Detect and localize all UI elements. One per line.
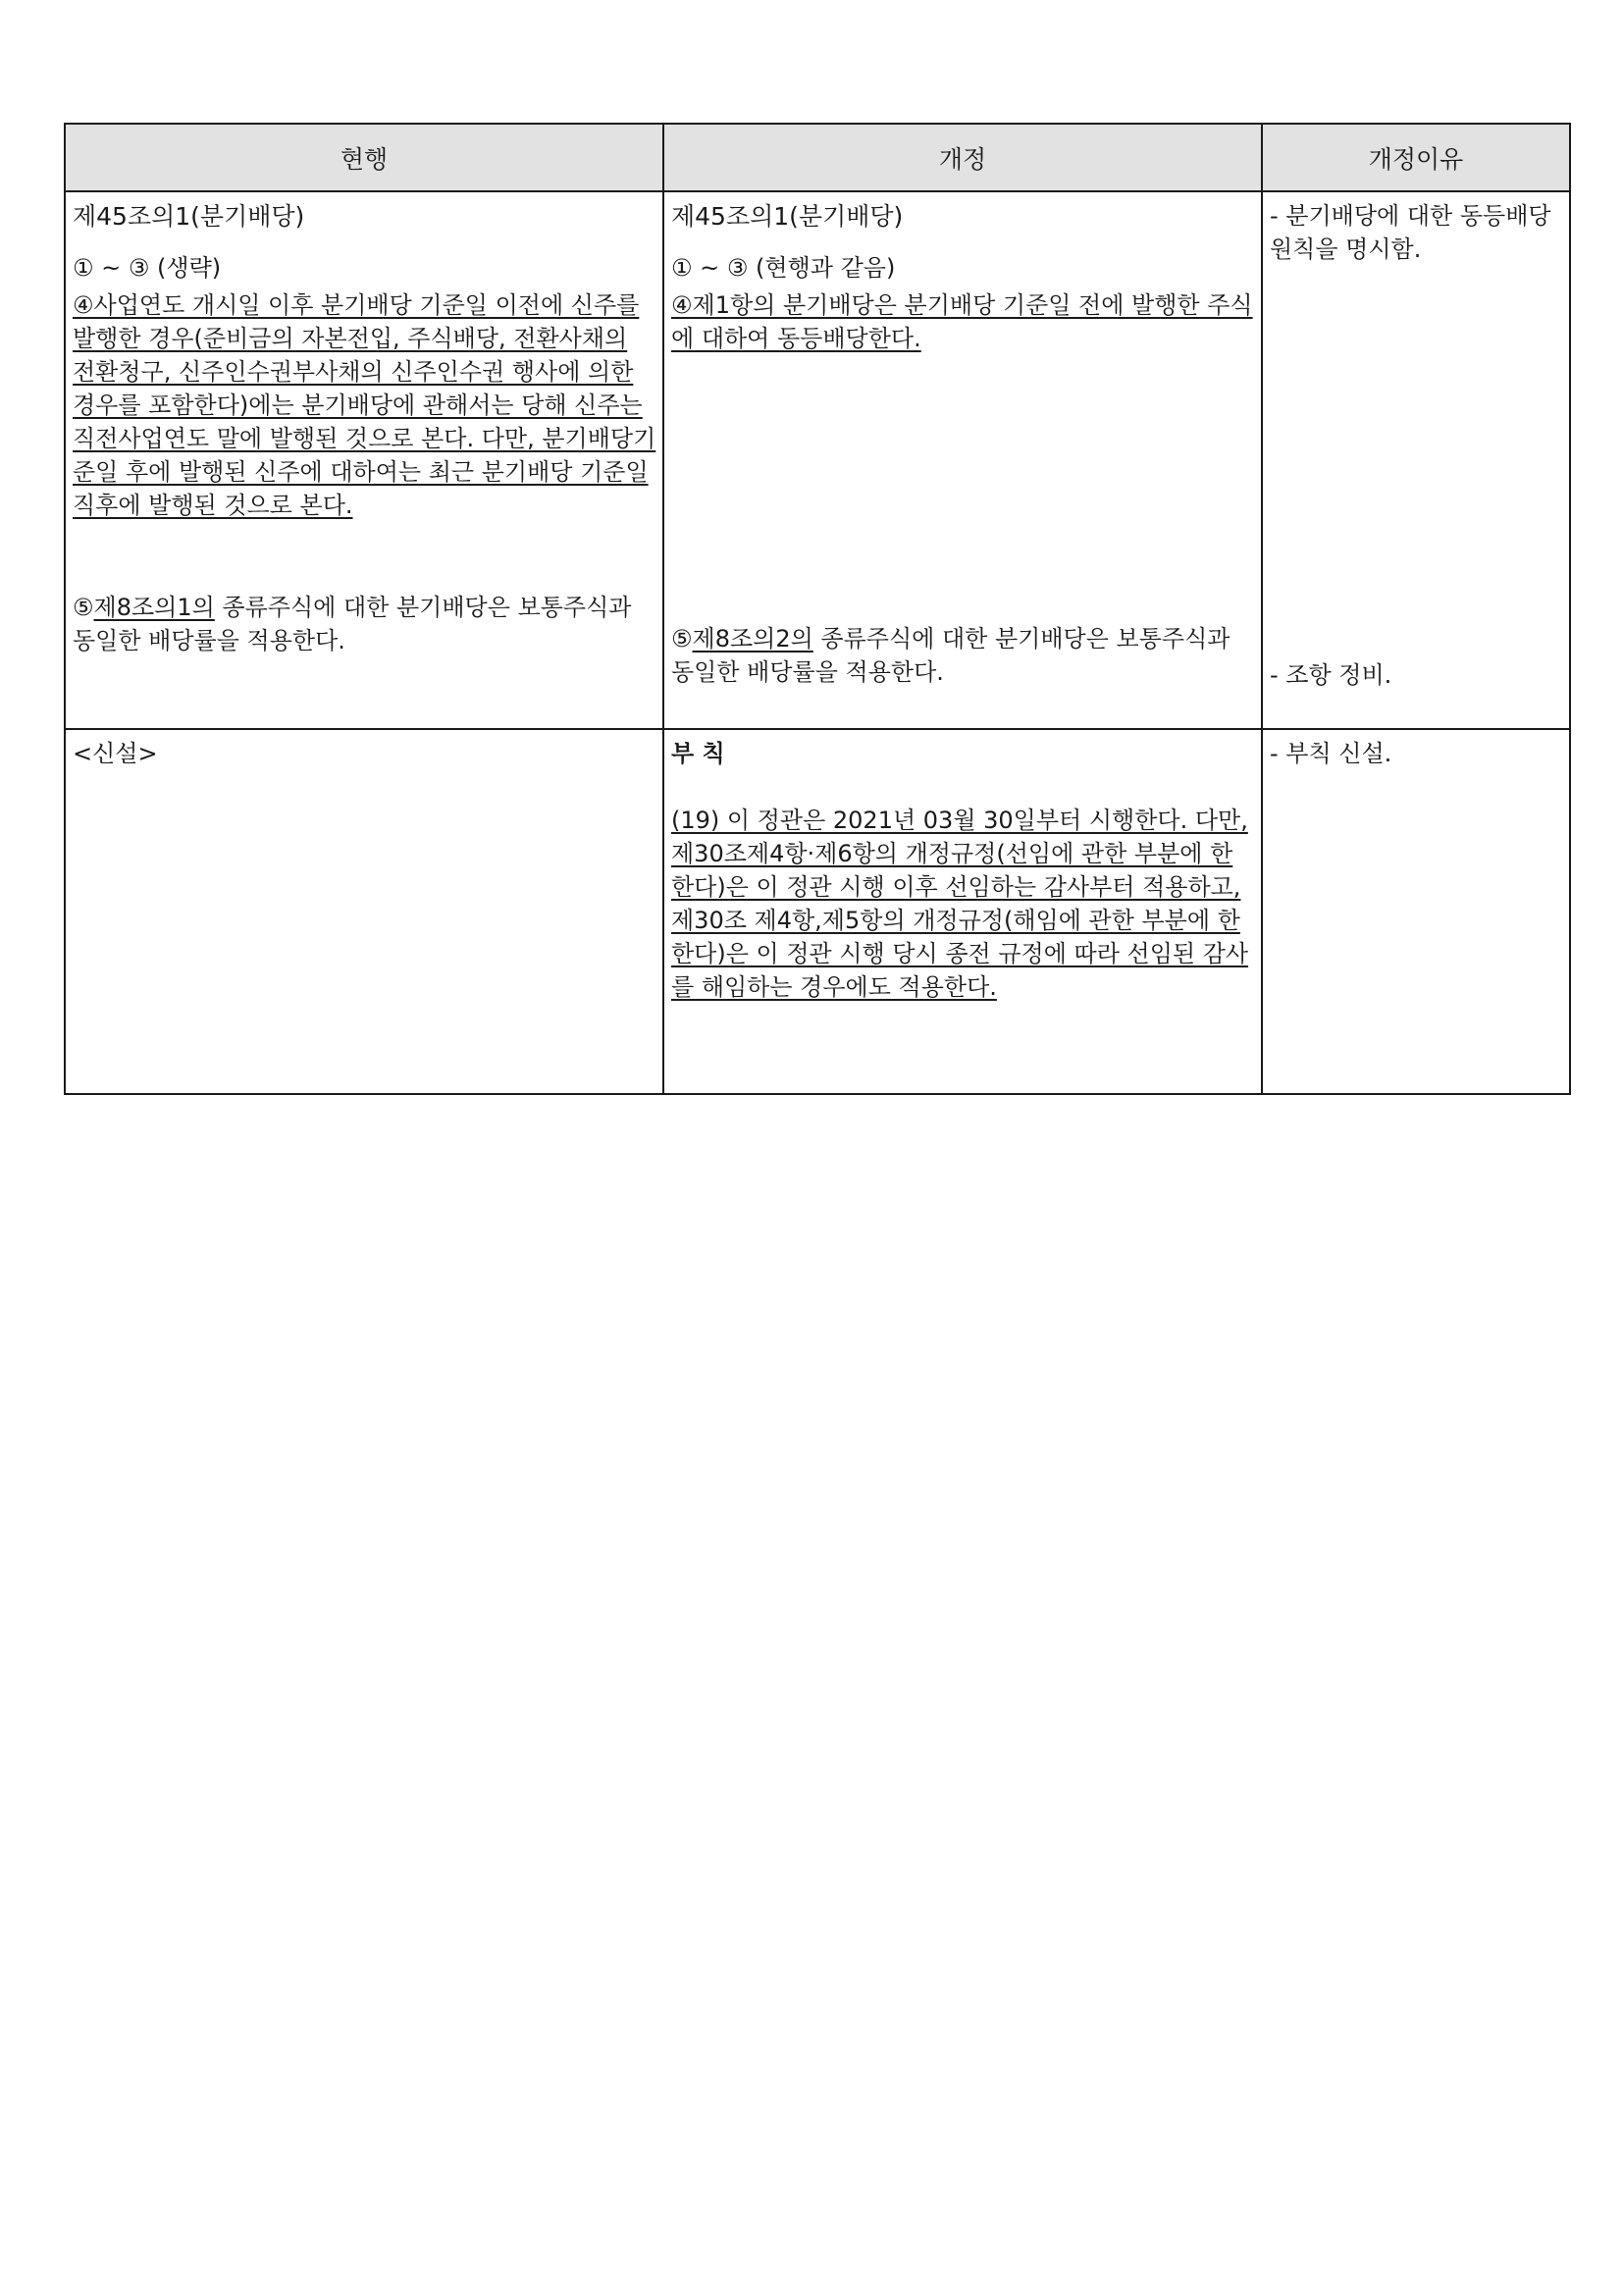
table-row bbox=[65, 729, 1570, 1094]
amendment-comparison-table bbox=[64, 123, 1571, 1095]
header-reason: 개정이유 bbox=[1262, 124, 1570, 191]
revised-cell bbox=[663, 191, 1262, 729]
table-row bbox=[65, 191, 1570, 729]
revised-cell bbox=[663, 729, 1262, 1094]
reason-note-1: - 분기배당에 대한 동등배당 원칙을 명시함. bbox=[1270, 202, 1551, 263]
reason-cell bbox=[1262, 191, 1570, 729]
supplementary-body: (19) 이 정관은 2021년 03월 30일부터 시행한다. 다만, 제30조제4항·제6항의 개정규정(선임에 관한 부분에 한한다)은 이 정관 시행 이후 선임하는 감사부터 적용하고, 제30조 제4항,제5항의 개정규정(해임에 관한 부분에 한한다)은 이 정관 시행 당시 종전 규정에 따라 선임된 감사를 해임하는 경우에도 적용한다. bbox=[671, 807, 1249, 1001]
current-article-title: 제45조의1(분기배당) bbox=[73, 202, 305, 231]
reason-note-2: - 조항 정비. bbox=[1270, 661, 1392, 689]
current-item-5-prefix: ⑤ bbox=[73, 594, 94, 621]
current-item-5-text: 종류주식에 대한 분기배당은 보통주식과 동일한 배당률을 적용한다. bbox=[73, 594, 632, 654]
current-item-4: ④사업연도 개시일 이후 분기배당 기준일 이전에 신주를 발행한 경우(준비금의 자본전입, 주식배당, 전환사채의 전환청구, 신주인수권부사채의 신주인수권 행사에 의한 경우를 포함한다)에는 분기배당에 관해서는 당해 신주는 직전사업연도 말에 발행된 것으로 본다. 다만, 분기배당기준일 후에 발행된 신주에 대하여는 최근 분기배당 기준일 직후에 발행된 것으로 본다. bbox=[73, 291, 656, 519]
current-item-5 bbox=[73, 591, 656, 657]
revised-item-5 bbox=[671, 622, 1255, 689]
revised-items-1-3: ① ~ ③ (현행과 같음) bbox=[671, 254, 896, 282]
revised-item-4: ④제1항의 분기배당은 분기배당 기준일 전에 발행한 주식에 대하여 동등배당한다. bbox=[671, 291, 1253, 352]
header-current: 현행 bbox=[65, 124, 663, 191]
revised-item-5-prefix: ⑤ bbox=[671, 625, 693, 652]
current-new-marker: <신설> bbox=[73, 740, 158, 767]
current-cell bbox=[65, 191, 663, 729]
table-header-row bbox=[65, 124, 1570, 191]
current-item-5-ref: 제8조의1의 bbox=[93, 594, 215, 621]
current-cell bbox=[65, 729, 663, 1094]
revised-article-title: 제45조의1(분기배당) bbox=[671, 202, 904, 231]
reason-cell bbox=[1262, 729, 1570, 1094]
revised-item-5-ref: 제8조의2의 bbox=[692, 625, 813, 652]
header-revised: 개정 bbox=[663, 124, 1262, 191]
supplementary-title: 부 칙 bbox=[671, 740, 725, 767]
revised-item-5-text: 종류주식에 대한 분기배당은 보통주식과 동일한 배당률을 적용한다. bbox=[671, 625, 1230, 686]
current-items-1-3: ① ~ ③ (생략) bbox=[73, 254, 222, 282]
reason-note-3: - 부칙 신설. bbox=[1270, 740, 1392, 767]
